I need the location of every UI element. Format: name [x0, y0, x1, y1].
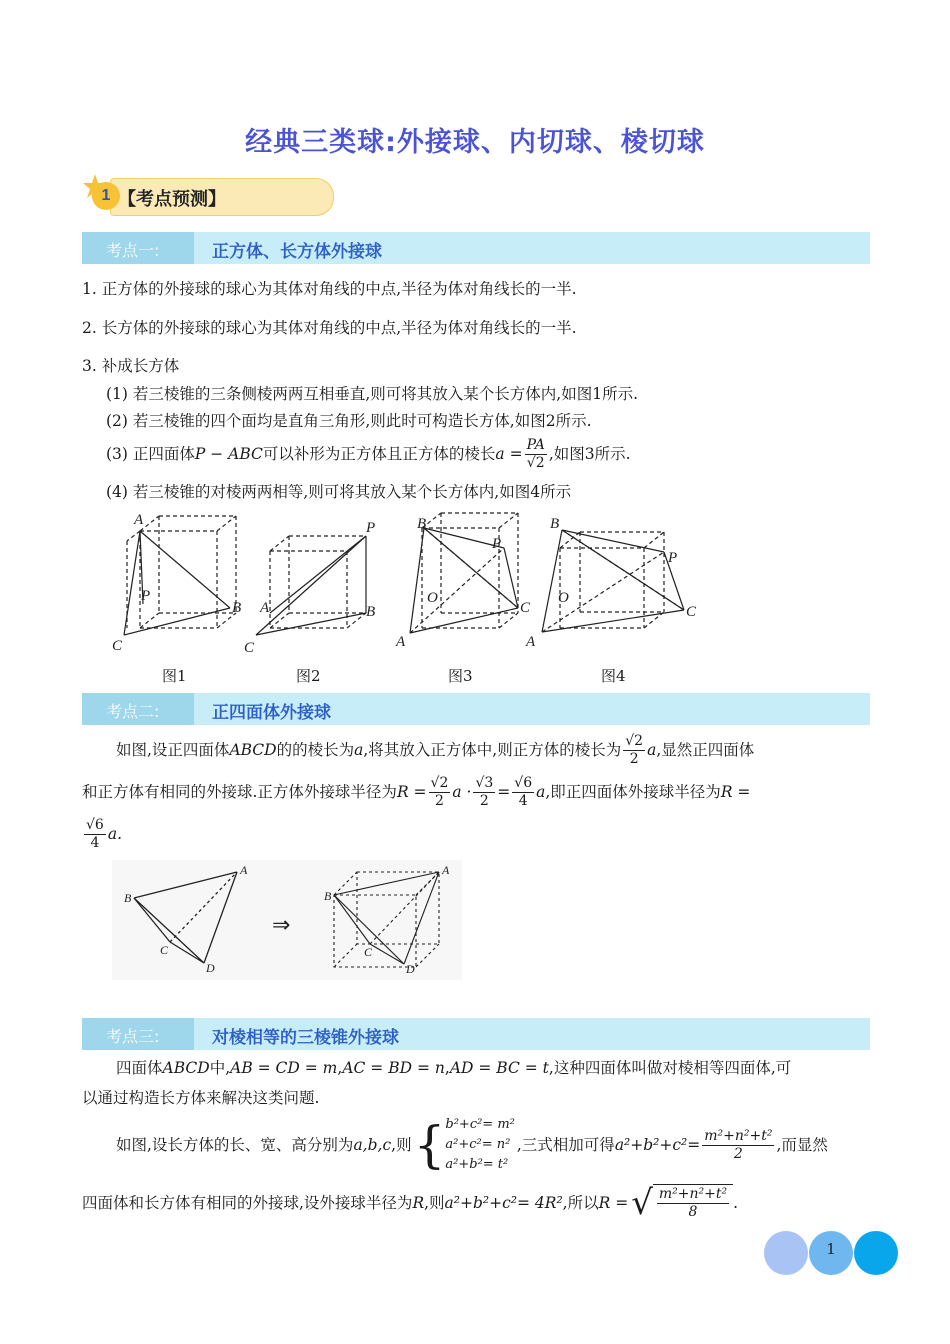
k2-frac-1 [623, 733, 645, 768]
k3-text: 中, [209, 1059, 231, 1077]
k2-math: ABCD [229, 741, 277, 759]
section-tag [82, 174, 342, 218]
k3-math: R = [598, 1194, 629, 1212]
svg-text:O: O [558, 590, 569, 606]
frac-den: 2 [733, 1145, 743, 1162]
frac-den: 4 [518, 792, 528, 809]
frac-num: √2 [430, 774, 449, 791]
k2-math: R = [720, 783, 751, 801]
page-number: 1 [826, 1240, 836, 1258]
figure-2-labels [244, 520, 375, 656]
figures-1-4 [100, 508, 710, 658]
section-label: 【考点预测】 [118, 189, 226, 210]
svg-text:B: B [124, 891, 132, 905]
k3-math: a²+b²+c²= 4R² [444, 1194, 563, 1212]
svg-text:P: P [141, 588, 151, 604]
figure-4 [542, 530, 684, 632]
k2-text: 如图,设正四面体 [116, 741, 230, 759]
k3-para-line-4 [82, 1182, 738, 1224]
k2-tag: 考点二: [106, 702, 160, 721]
k2-text: ,将其放入正方体中,则正方体的棱长为 [363, 741, 622, 759]
k1-tag: 考点一: [106, 241, 160, 260]
svg-text:B: B [324, 889, 332, 903]
sqrt-body [653, 1184, 733, 1222]
k2-math: a [354, 741, 364, 759]
svg-text:P: P [492, 536, 502, 552]
k3-math: ABCD [162, 1059, 210, 1077]
caption-fig-3: 图3 [448, 667, 473, 685]
caption-fig-4: 图4 [601, 667, 626, 685]
k3-title: 对棱相等的三棱锥外接球 [212, 1028, 399, 1048]
k1-sub3-pre: (3) 正四面体 [106, 445, 195, 463]
k3-math: AD = BC = t [449, 1059, 549, 1077]
k1-item-3: 3. 补成长方体 [82, 357, 180, 375]
k2-frac-3 [473, 775, 495, 810]
svg-text:P: P [366, 520, 376, 536]
system-lines [445, 1115, 514, 1175]
frac-num: √6 [514, 774, 533, 791]
k3-tag: 考点三: [106, 1027, 160, 1046]
k2-text: ,即正四面体外接球半径为 [545, 783, 721, 801]
k1-sub-2: (2) 若三棱锥的四个面均是直角三角形,则此时可构造长方体,如图2所示. [106, 412, 592, 430]
k3-text: ,所以 [562, 1194, 599, 1212]
svg-text:D: D [406, 962, 415, 976]
section-badge: 1 [92, 182, 120, 210]
frac-num: √3 [475, 774, 494, 791]
k2-para-line-3 [82, 814, 122, 854]
k2-math: a [647, 741, 657, 759]
svg-text:D: D [206, 961, 215, 975]
svg-text:A: A [134, 512, 144, 528]
k2-math: a [536, 783, 546, 801]
k2-text: 和正方体有相同的外接球.正方体外接球半径为 [82, 783, 397, 801]
k1-sub3-post: ,如图3所示. [548, 445, 631, 463]
tetrahedron-figures [112, 860, 462, 980]
k1-sub3-frac [525, 437, 547, 472]
k3-text: ,三式相加可得 [516, 1136, 615, 1154]
frac-num: PA [526, 436, 545, 453]
equation-system [414, 1115, 515, 1175]
k2-para-line-1 [116, 730, 754, 770]
k3-math: AC = BD = n [342, 1059, 445, 1077]
k2-header [82, 693, 870, 725]
svg-text:C: C [520, 600, 531, 616]
figure-2 [256, 536, 366, 635]
k3-para-line-2: 以通过构造长方体来解决这类问题. [82, 1089, 320, 1107]
k3-text: ,则 [424, 1194, 445, 1212]
caption-fig-2: 图2 [296, 667, 321, 685]
svg-text:A: A [442, 863, 450, 877]
svg-text:B: B [550, 516, 560, 532]
frac-den: 2 [629, 750, 639, 767]
page-title: 经典三类球:外接球、内切球、棱切球 [245, 127, 705, 158]
k3-frac-2 [657, 1186, 729, 1221]
frac-num: √6 [86, 816, 104, 833]
svg-text:B: B [232, 600, 242, 616]
k1-sub-4: (4) 若三棱锥的对棱两两相等,则可将其放入某个长方体内,如图4所示 [106, 483, 572, 501]
svg-text:B: B [417, 516, 427, 532]
k3-math: R [412, 1194, 425, 1212]
k3-frac-1 [702, 1128, 774, 1163]
k3-header [82, 1018, 870, 1050]
system-eq-1: b²+c²= m² [445, 1117, 515, 1132]
k1-item-2: 2. 长方体的外接球的球心为其体对角线的中点,半径为体对角线长的一半. [82, 319, 577, 337]
k2-para-line-2 [82, 772, 750, 812]
sqrt-expression [631, 1184, 733, 1222]
caption-fig-1: 图1 [162, 667, 187, 685]
svg-text:C: C [686, 604, 697, 620]
k2-text: = [497, 783, 511, 801]
k2-frac-2 [429, 775, 451, 810]
svg-text:C: C [364, 945, 373, 959]
svg-text:A: A [396, 634, 406, 650]
k2-math: a. [107, 825, 122, 843]
frac-num: √2 [625, 732, 644, 749]
k3-text: 如图,设长方体的长、宽、高分别为 [116, 1136, 354, 1154]
k2-title: 正四面体外接球 [212, 703, 331, 723]
figure-3 [410, 513, 518, 633]
svg-text:C: C [112, 638, 123, 654]
k1-item-1: 1. 正方体的外接球的球心为其体对角线的中点,半径为体对角线长的一半. [82, 280, 577, 298]
frac-den: 4 [90, 834, 100, 851]
frac-num: m²+n²+t² [658, 1186, 728, 1202]
k2-math: R = [396, 783, 427, 801]
k3-para-line-1 [116, 1057, 791, 1079]
frac-den: 2 [434, 792, 444, 809]
k3-math: AB = CD = m [230, 1059, 338, 1077]
k1-sub3-mid: 可以补形为正方体且正方体的棱长 [262, 445, 496, 463]
figure-4-labels [525, 516, 697, 650]
k3-text: 四面体和长方体有相同的外接球,设外接球半径为 [82, 1194, 413, 1212]
k3-text: ,则 [391, 1136, 412, 1154]
k2-text: 的的棱长为 [276, 741, 355, 759]
svg-text:O: O [427, 590, 438, 606]
figure-1 [124, 516, 236, 635]
k1-sub3-math: P − ABC [194, 445, 263, 463]
k3-text: ,这种四面体叫做对棱相等四面体,可 [548, 1059, 792, 1077]
k2-math: a · [452, 783, 472, 801]
k1-sub-1: (1) 若三棱锥的三条侧棱两两互相垂直,则可将其放入某个长方体内,如图1所示. [106, 385, 639, 403]
k3-text: , [444, 1059, 450, 1077]
svg-text:A: A [526, 634, 536, 650]
figure-3-labels [395, 516, 531, 650]
k3-text: . [733, 1194, 739, 1212]
k3-para-line-3 [116, 1112, 828, 1178]
k3-text: , [337, 1059, 343, 1077]
k1-sub3-a: a = [495, 445, 523, 463]
brace: { [413, 1116, 446, 1174]
svg-text:A: A [260, 600, 270, 616]
frac-num: m²+n²+t² [704, 1127, 773, 1144]
sqrt-sign: √ [631, 1183, 653, 1223]
k3-math: a²+b²+c²= [614, 1136, 701, 1154]
k3-text: 四面体 [116, 1059, 163, 1077]
svg-text:C: C [244, 640, 255, 656]
system-eq-2: a²+c²= n² [445, 1137, 511, 1152]
system-eq-3: a²+b²= t² [445, 1157, 509, 1172]
k2-frac-5 [84, 817, 106, 852]
frac-den: 8 [688, 1204, 698, 1220]
implies-arrow: ⇒ [272, 912, 291, 937]
frac-den: √2 [526, 454, 545, 471]
frac-den: 2 [479, 792, 489, 809]
k3-math: a,b,c [353, 1136, 392, 1154]
k3-text: ,而显然 [776, 1136, 828, 1154]
k2-frac-4 [512, 775, 534, 810]
svg-text:C: C [160, 943, 169, 957]
svg-text:B: B [366, 604, 376, 620]
svg-text:P: P [668, 550, 678, 566]
svg-text:A: A [240, 863, 248, 877]
k1-header [82, 232, 870, 264]
k2-text: ,显然正四面体 [656, 741, 755, 759]
k1-sub-3 [106, 434, 631, 474]
k1-title: 正方体、长方体外接球 [212, 242, 382, 262]
